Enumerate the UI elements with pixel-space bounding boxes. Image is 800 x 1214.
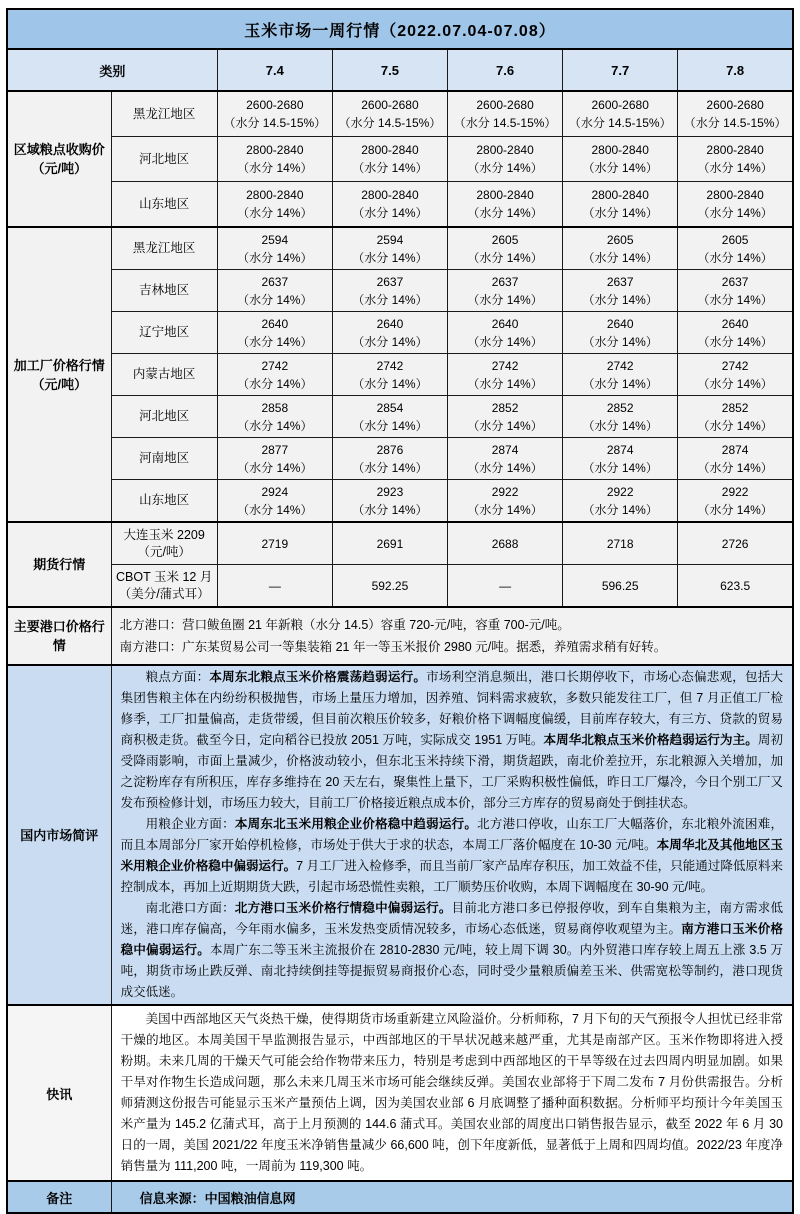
section-label-review: 国内市场简评 [7,665,111,1005]
row-label-region: 黑龙江地区 [111,227,217,270]
price-cell: 2600-2680 （水分 14.5-15%） [448,91,563,137]
futures-value: 2726 [678,522,793,565]
row-label-instrument: 大连玉米 2209 （元/吨） [111,522,217,565]
price-cell: 2874 （水分 14%） [678,438,793,480]
price-cell: 2922 （水分 14%） [563,480,678,523]
price-cell: 2800-2840 （水分 14%） [678,182,793,228]
row-label-region: 黑龙江地区 [111,91,217,137]
futures-value: 2718 [563,522,678,565]
news-content [111,1005,793,1181]
price-cell: 2742 （水分 14%） [217,354,332,396]
text-segment: 7 月工厂进入检修季，而且当前厂家产品库存积压，加工效益不佳，只能通过降低原料来控制成本，再加上近期期货大跌，引起市场恐慌性卖粮，工厂顺势压价收购，本周下调幅度在 30-90 元/吨。 [120,859,783,894]
price-cell: 2800-2840 （水分 14%） [448,182,563,228]
text-segment: 北方港口停收，山东工厂大幅落价，东北粮外流困难，而且本周部分厂家开始停机检修，市场处于供大于求的状态，本周工厂落价幅度在 10-30 元/吨。 [120,817,783,852]
section-label-region-purchase [7,91,111,227]
row-label-region: 内蒙古地区 [111,354,217,396]
futures-value: 623.5 [678,565,793,608]
section-label-notes: 备注 [7,1181,111,1213]
text-segment: 粮点方面： [145,670,210,684]
news-paragraph: 美国中西部地区天气炎热干燥，使得期货市场重新建立风险溢价。分析师称，7 月下旬的天气预报令人担忧已经非常干燥的地区。本周美国干旱监测报告显示，中西部地区的干旱状况越来越严重，尤其是南部产区。玉米作物即将进入授粉期。未来几周的干燥天气可能会给作物带来压力，特别是考虑到中西部地区的干旱等级在过去四周内明显加剧。如果干旱对作物生长造成问题，那么未来几周玉米市场可能会继续反弹。美国农业部将于下周二发布 7 月份供需报告。分析师猜测这份报告可能显示玉米产量预估上调，因为美国农业部 6 月底调整了播种面积数据。分析师平均预计今年美国玉米产量为 145.2 亿蒲式耳，高于上月预测的 144.6 蒲式耳。美国农业部的周度出口销售报告显示，截至 2022 年 6 月 30 日的一周，美国 2021/22 年度玉米净销售量减少 66,600 吨，创下年度新低，显著低于上周和四周均值。2022/23 年度净销售量为 111,200 吨，一周前为 119,300 吨。 [120,1012,783,1173]
text-segment: 用粮企业方面： [145,817,235,831]
price-cell: 2600-2680 （水分 14.5-15%） [217,91,332,137]
text-segment: 本周东北粮点玉米价格震荡趋弱运行。 [209,670,427,684]
futures-value: — [217,565,332,608]
ports-south-line: 南方港口：广东某贸易公司一等集装箱 21 年一等玉米报价 2980 元/吨。据悉，养殖需求稍有好转。 [119,640,667,654]
section-label-futures: 期货行情 [7,522,111,607]
col-header-date-5: 7.8 [678,49,793,91]
price-cell: 2640 （水分 14%） [448,312,563,354]
price-cell: 2922 （水分 14%） [448,480,563,523]
text-segment: 本周华北及其他地区玉米用粮企业价格稳中偏弱运行。 [120,838,783,873]
price-cell: 2800-2840 （水分 14%） [217,182,332,228]
text-segment: 本周东北玉米用粮企业价格稳中趋弱运行。 [234,817,478,831]
price-cell: 2877 （水分 14%） [217,438,332,480]
price-cell: 2594 （水分 14%） [217,227,332,270]
price-cell: 2923 （水分 14%） [332,480,447,523]
row-label-region: 河北地区 [111,137,217,182]
row-label-region: 辽宁地区 [111,312,217,354]
price-cell: 2605 （水分 14%） [448,227,563,270]
futures-value: 2691 [332,522,447,565]
price-cell: 2600-2680 （水分 14.5-15%） [332,91,447,137]
corn-weekly-report-table [6,8,794,1214]
review-paragraph-ports [114,898,790,1003]
text-segment: 目前北方港口多已停报停收，到车自集粮为主，南方需求低迷，港口库存偏高，今年雨水偏多，玉米发热变质情况较多，市场心态低迷，贸易商停收观望为主。 [120,901,783,936]
text-segment: 南北港口方面： [145,901,235,915]
col-header-date-4: 7.7 [563,49,678,91]
price-cell: 2637 （水分 14%） [217,270,332,312]
price-cell: 2800-2840 （水分 14%） [217,137,332,182]
col-header-date-1: 7.4 [217,49,332,91]
futures-value: 592.25 [332,565,447,608]
price-cell: 2637 （水分 14%） [332,270,447,312]
price-cell: 2637 （水分 14%） [448,270,563,312]
price-cell: 2640 （水分 14%） [332,312,447,354]
price-cell: 2742 （水分 14%） [563,354,678,396]
price-cell: 2852 （水分 14%） [563,396,678,438]
section-label-factory-price [7,227,111,522]
price-cell: 2605 （水分 14%） [563,227,678,270]
price-cell: 2640 （水分 14%） [678,312,793,354]
report-title: 玉米市场一周行情（2022.07.04-07.08） [7,9,793,49]
price-cell: 2742 （水分 14%） [448,354,563,396]
price-cell: 2800-2840 （水分 14%） [563,182,678,228]
price-cell: 2800-2840 （水分 14%） [448,137,563,182]
text-segment: 本周华北粮点玉米价格趋弱运行为主。 [543,733,758,747]
futures-value: 596.25 [563,565,678,608]
futures-value: 2688 [448,522,563,565]
row-label-region: 吉林地区 [111,270,217,312]
price-cell: 2600-2680 （水分 14.5-15%） [678,91,793,137]
price-cell: 2858 （水分 14%） [217,396,332,438]
price-cell: 2800-2840 （水分 14%） [332,137,447,182]
info-source-text: 信息来源：中国粮油信息网 [111,1181,793,1213]
price-cell: 2922 （水分 14%） [678,480,793,523]
price-cell: 2852 （水分 14%） [678,396,793,438]
price-cell: 2800-2840 （水分 14%） [563,137,678,182]
price-cell: 2854 （水分 14%） [332,396,447,438]
row-label-instrument: CBOT 玉米 12 月 （美分/蒲式耳） [111,565,217,608]
col-header-date-3: 7.6 [448,49,563,91]
text-segment: 北方港口玉米价格行情稳中偏弱运行。 [234,901,452,915]
price-cell: 2874 （水分 14%） [563,438,678,480]
price-cell: 2605 （水分 14%） [678,227,793,270]
price-cell: 2924 （水分 14%） [217,480,332,523]
price-cell: 2742 （水分 14%） [678,354,793,396]
text-segment: 南方港口玉米价格稳中偏弱运行。 [120,922,783,957]
futures-value: 2719 [217,522,332,565]
ports-north-line: 北方港口：营口鲅鱼圈 21 年新粮（水分 14.5）容重 720-元/吨，容重 700-元/吨。 [119,618,570,632]
price-cell: 2640 （水分 14%） [563,312,678,354]
price-cell: 2640 （水分 14%） [217,312,332,354]
price-cell: 2874 （水分 14%） [448,438,563,480]
price-cell: 2594 （水分 14%） [332,227,447,270]
section-label-news: 快讯 [7,1005,111,1181]
text-segment: 本周广东二等玉米主流报价在 2810-2830 元/吨，较上周下调 30。内外贸港口库存较上周五上涨 3.5 万吨，期货市场止跌反弹、南北持续倒挂等提振贸易商报价心态，同时受少量粮质偏差玉米、供需宽松等制约，港口现货成交低迷。 [120,943,783,999]
review-paragraph-processors [114,814,790,898]
section-label-unit: （元/吨） [31,376,88,392]
price-cell: 2800-2840 （水分 14%） [678,137,793,182]
row-label-region: 山东地区 [111,480,217,523]
price-cell: 2852 （水分 14%） [448,396,563,438]
price-cell: 2637 （水分 14%） [678,270,793,312]
price-cell: 2637 （水分 14%） [563,270,678,312]
price-cell: 2876 （水分 14%） [332,438,447,480]
section-label-ports: 主要港口价格行情 [7,607,111,665]
price-cell: 2600-2680 （水分 14.5-15%） [563,91,678,137]
row-label-region: 河南地区 [111,438,217,480]
col-header-date-2: 7.5 [332,49,447,91]
text-segment: 市场利空消息频出，港口长期停收下，市场心态偏悲观，包括大集团售粮主体在内纷纷积极抛售，市场上量压力增加，因养殖、饲料需求疲软，多数只能发往工厂，但 7 月正值工厂检修季，工厂扣量偏高，走货带缓，但目前次粮压价较多，好粮价格下调幅度偏缓，目前库存较大，有三方、贷款的贸易商积极走货。截至今日，定向稻谷已投放 2051 万吨，实际成交 1951 万吨。 [120,670,783,747]
row-label-region: 河北地区 [111,396,217,438]
futures-value: — [448,565,563,608]
ports-content [111,607,793,665]
section-label-text: 加工厂价格行情 [13,357,105,373]
text-segment: 周初受降雨影响，市面上量减少，价格波动较小，但东北玉米持续下滑，期货超跌，南北价差拉开，东北粮源入关增加，加之淀粉库存有所积压，库存多维持在 20 天左右，聚集性上量下，工厂采购积极性偏低，昨日工厂爆冷，今日个别工厂又发布预检修计划，市场压力较大，目前工厂价格接近粮点成本价，部分三方库存的贸易商处于倒挂状态。 [120,733,783,810]
price-cell: 2800-2840 （水分 14%） [332,182,447,228]
review-paragraph-grain-points [114,667,790,814]
section-label-text: 区域粮点收购价 [13,142,105,157]
review-content [111,665,793,1005]
price-cell: 2742 （水分 14%） [332,354,447,396]
col-header-category: 类别 [7,49,217,91]
row-label-region: 山东地区 [111,182,217,228]
section-label-unit: （元/吨） [31,161,88,176]
